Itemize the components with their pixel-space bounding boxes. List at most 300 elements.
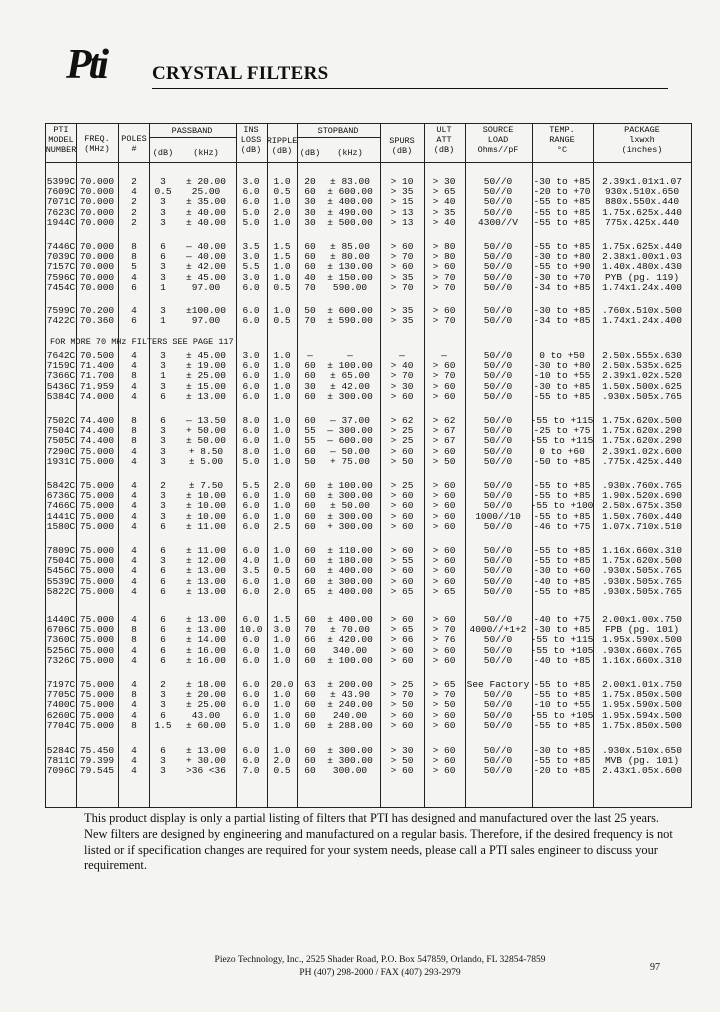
cell-sb-db: 60	[304, 709, 316, 721]
cell-ult-att: > 60	[432, 755, 456, 767]
cell-model: 1944C	[46, 216, 76, 228]
cell-spurs: > 70	[390, 281, 414, 293]
cell-spurs: > 60	[390, 390, 414, 402]
cell-temp-range: -55 to +85	[533, 510, 591, 522]
header-ripple: RIPPLE (dB)	[266, 136, 298, 156]
header-passband-db: (dB)	[152, 148, 174, 158]
cell-ins-loss: 3.5	[242, 241, 260, 252]
cell-pb-khz: >36 <36	[186, 765, 226, 777]
cell-ripple: 1.0	[273, 425, 291, 437]
cell-sb-db: 63	[304, 679, 316, 690]
cell-ins-loss: 6.0	[242, 545, 260, 556]
cell-poles: 4	[131, 755, 137, 767]
cell-pb-khz: ± 5.00	[188, 455, 224, 467]
cell-pb-khz: ± 13.00	[186, 565, 226, 577]
cell-spurs: > 60	[390, 575, 414, 587]
cell-model: 1440C	[46, 614, 76, 625]
cell-poles: 4	[131, 644, 137, 656]
cell-ripple: 0.5	[273, 281, 291, 293]
cell-temp-range: -55 to +85	[533, 196, 591, 208]
cell-ult-att: > 60	[432, 500, 456, 512]
cell-sb-db: 60	[304, 251, 316, 263]
cell-ult-att: > 50	[432, 455, 456, 467]
header-passband-khz: (kHz)	[193, 148, 219, 158]
cell-poles: 8	[131, 634, 137, 646]
cell-freq: 75.000	[79, 565, 115, 577]
cell-poles: 8	[131, 415, 137, 426]
cell-pb-db: 1.5	[154, 719, 172, 731]
cell-source-load: 50//0	[483, 415, 513, 426]
header-package: PACKAGE lxwxh (inches)	[621, 125, 663, 155]
cell-package: 2.39x1.01x1.07	[602, 176, 682, 187]
cell-temp-range: -25 to +75	[533, 425, 591, 437]
cell-model: 7466C	[46, 500, 76, 512]
cell-poles: 4	[131, 709, 137, 721]
cell-freq: 70.000	[79, 281, 115, 293]
cell-package: 1.75x.850x.500	[602, 719, 682, 731]
cell-temp-range: -55 to +90	[533, 261, 591, 273]
cell-model: 7704C	[46, 719, 76, 731]
cell-pb-khz: ± 45.00	[186, 350, 226, 361]
cell-model: 7096C	[46, 765, 76, 777]
cell-poles: 4	[131, 585, 137, 597]
cell-sb-khz: 590.00	[332, 281, 368, 293]
cell-package: 930x.510x.650	[604, 186, 680, 198]
cell-pb-db: 2	[160, 480, 166, 491]
cell-ripple: 0.5	[273, 765, 291, 777]
cell-sb-khz: ± 500.00	[327, 216, 373, 228]
cell-ripple: 1.0	[273, 719, 291, 731]
cell-freq: 75.000	[79, 545, 115, 556]
column-divider	[267, 124, 268, 807]
cell-sb-db: 60	[304, 689, 316, 701]
cell-pb-khz: + 30.00	[186, 755, 226, 767]
cell-spurs: > 60	[390, 654, 414, 666]
cell-ult-att: > 60	[432, 480, 456, 491]
cell-sb-khz: ± 490.00	[327, 206, 373, 218]
cell-temp-range: -34 to +85	[533, 281, 591, 293]
cell-pb-db: 6	[160, 644, 166, 656]
cell-source-load: 50//0	[483, 315, 513, 327]
cell-poles: 4	[131, 305, 137, 316]
cell-sb-khz: ± 100.00	[327, 654, 373, 666]
cell-spurs: > 60	[390, 490, 414, 502]
cell-freq: 75.000	[79, 490, 115, 502]
cell-poles: 6	[131, 281, 137, 293]
cell-sb-khz: ± 300.00	[327, 510, 373, 522]
cell-freq: 75.000	[79, 585, 115, 597]
cell-ult-att: > 67	[432, 425, 456, 437]
cell-ins-loss: 5.0	[242, 206, 260, 218]
column-divider	[297, 124, 298, 807]
cell-temp-range: -55 to +100	[530, 500, 594, 512]
cell-temp-range: -55 to +85	[533, 545, 591, 556]
cell-source-load: 50//0	[483, 455, 513, 467]
cell-spurs: > 70	[390, 689, 414, 701]
cell-source-load: 50//0	[483, 719, 513, 731]
column-divider	[465, 124, 466, 807]
cell-ripple: 2.5	[273, 520, 291, 532]
cell-pb-khz: 25.00	[191, 186, 221, 198]
cell-freq: 70.000	[79, 241, 115, 252]
cell-sb-khz: ± 400.00	[327, 614, 373, 625]
cell-pb-db: 6	[160, 241, 166, 252]
cell-sb-db: 30	[304, 206, 316, 218]
cell-sb-db: 60	[304, 370, 316, 382]
cell-pb-db: 6	[160, 585, 166, 597]
cell-ult-att: > 60	[432, 565, 456, 577]
cell-poles: 4	[131, 765, 137, 777]
cell-sb-khz: ± 200.00	[327, 679, 373, 690]
page-number: 97	[650, 962, 660, 973]
cell-ripple: 1.0	[273, 455, 291, 467]
cell-sb-khz: ± 50.00	[330, 500, 370, 512]
cell-ins-loss: 3.0	[242, 251, 260, 263]
cell-spurs: > 70	[390, 370, 414, 382]
cell-sb-khz: ± 43.90	[330, 689, 370, 701]
cell-ult-att: > 60	[432, 390, 456, 402]
cell-spurs: > 25	[390, 425, 414, 437]
cell-pb-db: 3	[160, 455, 166, 467]
cell-model: 6706C	[46, 624, 76, 636]
cell-pb-db: 3	[160, 360, 166, 372]
cell-temp-range: -55 to +85	[533, 206, 591, 218]
cell-freq: 79.399	[79, 755, 115, 767]
title-rule	[152, 88, 668, 89]
cell-ult-att: > 60	[432, 545, 456, 556]
cell-sb-khz: — 600.00	[327, 435, 373, 447]
cell-spurs: > 50	[390, 455, 414, 467]
cell-ult-att: > 70	[432, 271, 456, 283]
cell-package: 2.00x1.00x.750	[602, 614, 682, 625]
cell-temp-range: -30 to +70	[533, 271, 591, 283]
cell-model: 5256C	[46, 644, 76, 656]
cell-ripple: 1.0	[273, 390, 291, 402]
cell-ins-loss: 6.0	[242, 510, 260, 522]
cell-poles: 4	[131, 510, 137, 522]
cell-ins-loss: 6.0	[242, 634, 260, 646]
cell-source-load: 50//0	[483, 765, 513, 777]
cell-ripple: 1.0	[273, 196, 291, 208]
passband-subrule	[149, 137, 236, 138]
cell-freq: 70.000	[79, 186, 115, 198]
cell-temp-range: -30 to +80	[533, 360, 591, 372]
header-model: PTI MODEL NUMBER	[45, 125, 77, 155]
cell-ins-loss: 6.0	[242, 614, 260, 625]
header-temp-range: TEMP. RANGE °C	[549, 125, 575, 155]
cell-ult-att: > 60	[432, 719, 456, 731]
cell-pb-khz: ± 16.00	[186, 654, 226, 666]
cell-sb-khz: — 50.00	[330, 445, 370, 457]
cell-package: .930x.760x.765	[602, 480, 682, 491]
cell-pb-db: 6	[160, 520, 166, 532]
cell-ripple: 1.0	[273, 510, 291, 522]
column-divider	[593, 124, 594, 807]
cell-spurs: > 55	[390, 555, 414, 567]
table-note: FOR MORE 70 MHz FILTERS SEE PAGE 117	[50, 337, 234, 347]
cell-source-load: 50//0	[483, 520, 513, 532]
cell-ripple: 2.0	[273, 585, 291, 597]
cell-sb-khz: ± 80.00	[330, 251, 370, 263]
cell-ult-att: > 65	[432, 186, 456, 198]
cell-package: 1.16x.660x.310	[602, 654, 682, 666]
cell-poles: 4	[131, 380, 137, 392]
cell-freq: 75.000	[79, 555, 115, 567]
cell-pb-khz: ± 25.00	[186, 370, 226, 382]
cell-pb-khz: ± 13.00	[186, 624, 226, 636]
cell-sb-db: 60	[304, 490, 316, 502]
cell-ripple: 1.0	[273, 555, 291, 567]
cell-package: 1.50x.760x.440	[602, 510, 682, 522]
column-divider	[149, 124, 150, 807]
cell-pb-khz: ± 16.00	[186, 644, 226, 656]
cell-ins-loss: 5.0	[242, 719, 260, 731]
cell-spurs: > 60	[390, 545, 414, 556]
cell-ripple: 20.0	[270, 679, 294, 690]
cell-ripple: 0.5	[273, 565, 291, 577]
cell-ult-att: > 62	[432, 415, 456, 426]
cell-sb-db: 60	[304, 745, 316, 756]
cell-model: 7422C	[46, 315, 76, 327]
cell-pb-khz: ± 42.00	[186, 261, 226, 273]
cell-sb-db: 20	[304, 176, 316, 187]
cell-pb-db: 6	[160, 634, 166, 646]
cell-pb-db: 3	[160, 490, 166, 502]
cell-spurs: > 65	[390, 585, 414, 597]
cell-model: 7623C	[46, 206, 76, 218]
cell-model: 7599C	[46, 305, 76, 316]
cell-temp-range: -30 to +85	[533, 745, 591, 756]
cell-ins-loss: 6.0	[242, 679, 260, 690]
cell-pb-db: 3	[160, 350, 166, 361]
cell-source-load: 50//0	[483, 689, 513, 701]
cell-freq: 71.400	[79, 360, 115, 372]
cell-spurs: > 60	[390, 520, 414, 532]
cell-pb-db: 3	[160, 689, 166, 701]
cell-sb-khz: 240.00	[332, 709, 368, 721]
cell-package: 1.74x1.24x.400	[602, 281, 682, 293]
cell-sb-khz: ± 110.00	[327, 545, 373, 556]
cell-pb-khz: ± 13.00	[186, 390, 226, 402]
cell-pb-khz: ± 25.00	[186, 699, 226, 711]
cell-pb-khz: ± 50.00	[186, 435, 226, 447]
header-freq: FREQ. (MHz)	[84, 134, 110, 154]
cell-spurs: > 60	[390, 765, 414, 777]
cell-pb-db: 3	[160, 425, 166, 437]
cell-spurs: > 35	[390, 186, 414, 198]
cell-ins-loss: 5.5	[242, 261, 260, 273]
cell-package: .930x.505x.765	[602, 575, 682, 587]
cell-poles: 4	[131, 500, 137, 512]
cell-package: 1.95x.590x.500	[602, 699, 682, 711]
cell-source-load: 50//0	[483, 755, 513, 767]
cell-spurs: > 65	[390, 624, 414, 636]
cell-pb-db: 1	[160, 370, 166, 382]
cell-pb-khz: ± 13.00	[186, 575, 226, 587]
cell-temp-range: -55 to +85	[533, 390, 591, 402]
cell-model: 7159C	[46, 360, 76, 372]
cell-source-load: 50//0	[483, 644, 513, 656]
cell-spurs: > 25	[390, 480, 414, 491]
cell-package: 2.50x.555x.630	[602, 350, 682, 361]
cell-freq: 70.000	[79, 206, 115, 218]
cell-source-load: 50//0	[483, 271, 513, 283]
header-ult-att: ULT ATT (dB)	[433, 125, 455, 155]
cell-sb-khz: 340.00	[332, 644, 368, 656]
cell-spurs: > 13	[390, 216, 414, 228]
cell-model: 5539C	[46, 575, 76, 587]
cell-model: 5399C	[46, 176, 76, 187]
cell-pb-db: 3	[160, 216, 166, 228]
cell-freq: 70.000	[79, 251, 115, 263]
cell-poles: 4	[131, 350, 137, 361]
cell-package: .775x.425x.440	[602, 455, 682, 467]
cell-pb-db: 6	[160, 614, 166, 625]
cell-pb-khz: ± 11.00	[186, 545, 226, 556]
cell-temp-range: -40 to +85	[533, 654, 591, 666]
column-divider	[118, 124, 119, 807]
cell-sb-khz: ± 240.00	[327, 699, 373, 711]
cell-sb-khz: 300.00	[332, 765, 368, 777]
cell-freq: 74.400	[79, 435, 115, 447]
cell-pb-khz: ± 13.00	[186, 614, 226, 625]
cell-sb-db: 60	[304, 765, 316, 777]
cell-pb-db: 6	[160, 390, 166, 402]
header-stopband: STOPBAND	[317, 126, 359, 136]
cell-ult-att: > 67	[432, 435, 456, 447]
cell-pb-khz: ± 19.00	[186, 360, 226, 372]
cell-package: 1.74x1.24x.400	[602, 315, 682, 327]
cell-poles: 4	[131, 520, 137, 532]
cell-pb-db: 3	[160, 699, 166, 711]
cell-sb-db: 60	[304, 186, 316, 198]
cell-temp-range: -55 to +85	[533, 689, 591, 701]
cell-ripple: 2.0	[273, 755, 291, 767]
cell-model: 5436C	[46, 380, 76, 392]
cell-pb-khz: ± 40.00	[186, 216, 226, 228]
cell-spurs: > 60	[390, 709, 414, 721]
cell-pb-db: 3	[160, 261, 166, 273]
cell-poles: 8	[131, 624, 137, 636]
cell-model: 7290C	[46, 445, 76, 457]
cell-spurs: > 13	[390, 206, 414, 218]
cell-package: 2.00x1.01x.750	[602, 679, 682, 690]
cell-source-load: 50//0	[483, 350, 513, 361]
cell-package: 1.95x.590x.500	[602, 634, 682, 646]
cell-freq: 75.000	[79, 634, 115, 646]
cell-ripple: 1.5	[273, 251, 291, 263]
cell-package: .930x.505x.765	[602, 390, 682, 402]
cell-sb-db: 60	[304, 261, 316, 273]
cell-temp-range: -40 to +75	[533, 614, 591, 625]
cell-poles: 4	[131, 490, 137, 502]
pti-logo: Pti	[66, 42, 106, 88]
cell-ripple: 2.0	[273, 480, 291, 491]
cell-model: 7811C	[46, 755, 76, 767]
cell-sb-khz: — 37.00	[330, 415, 370, 426]
cell-temp-range: -55 to +115	[530, 634, 594, 646]
cell-ins-loss: 6.0	[242, 196, 260, 208]
cell-ult-att: > 40	[432, 216, 456, 228]
cell-pb-db: 0.5	[154, 186, 172, 198]
cell-freq: 70.000	[79, 261, 115, 273]
cell-ripple: 2.0	[273, 206, 291, 218]
cell-ripple: 1.5	[273, 614, 291, 625]
cell-sb-db: 50	[304, 455, 316, 467]
cell-model: 7197C	[46, 679, 76, 690]
cell-poles: 4	[131, 445, 137, 457]
filter-table	[45, 123, 692, 808]
cell-temp-range: -55 to +85	[533, 555, 591, 567]
cell-ins-loss: 6.0	[242, 755, 260, 767]
cell-spurs: > 70	[390, 251, 414, 263]
cell-freq: 79.545	[79, 765, 115, 777]
cell-package: .930x.510x.650	[602, 745, 682, 756]
cell-source-load: 50//0	[483, 545, 513, 556]
cell-spurs: > 62	[390, 415, 414, 426]
cell-freq: 75.000	[79, 500, 115, 512]
cell-ripple: 1.0	[273, 644, 291, 656]
cell-poles: 4	[131, 565, 137, 577]
cell-temp-range: -20 to +85	[533, 765, 591, 777]
cell-poles: 4	[131, 575, 137, 587]
cell-sb-khz: — 300.00	[327, 425, 373, 437]
cell-ult-att: > 70	[432, 315, 456, 327]
cell-poles: 8	[131, 251, 137, 263]
cell-source-load: 50//0	[483, 480, 513, 491]
column-divider	[76, 124, 77, 807]
cell-pb-db: 1	[160, 315, 166, 327]
cell-pb-db: 3	[160, 271, 166, 283]
cell-freq: 75.000	[79, 679, 115, 690]
cell-ins-loss: 3.0	[242, 271, 260, 283]
cell-temp-range: -55 to +105	[530, 709, 594, 721]
cell-ripple: 1.5	[273, 241, 291, 252]
cell-ult-att: > 60	[432, 555, 456, 567]
cell-ins-loss: 5.0	[242, 455, 260, 467]
cell-poles: 5	[131, 261, 137, 273]
column-divider	[380, 124, 381, 807]
cell-ripple: 1.0	[273, 370, 291, 382]
cell-ins-loss: 6.0	[242, 709, 260, 721]
cell-pb-khz: ± 10.00	[186, 490, 226, 502]
cell-ult-att: > 60	[432, 261, 456, 273]
cell-spurs: > 60	[390, 510, 414, 522]
cell-ins-loss: 6.0	[242, 380, 260, 392]
cell-ins-loss: 10.0	[239, 624, 263, 636]
cell-package: FPB (pg. 101)	[604, 624, 680, 636]
cell-poles: 2	[131, 176, 137, 187]
cell-temp-range: -10 to +55	[533, 699, 591, 711]
cell-temp-range: -55 to +115	[530, 415, 594, 426]
cell-pb-khz: ± 12.00	[186, 555, 226, 567]
cell-ins-loss: 4.0	[242, 555, 260, 567]
cell-spurs: > 66	[390, 634, 414, 646]
cell-ripple: 1.0	[273, 699, 291, 711]
cell-poles: 4	[131, 271, 137, 283]
cell-pb-khz: ± 60.00	[186, 719, 226, 731]
cell-source-load: 4000//+1+2	[469, 624, 527, 636]
cell-package: 880x.550x.440	[604, 196, 680, 208]
cell-poles: 8	[131, 719, 137, 731]
cell-poles: 4	[131, 390, 137, 402]
cell-source-load: 50//0	[483, 585, 513, 597]
cell-ult-att: > 60	[432, 765, 456, 777]
cell-sb-khz: ± 400.00	[327, 196, 373, 208]
cell-sb-khz: ± 300.00	[327, 755, 373, 767]
cell-ripple: 1.0	[273, 445, 291, 457]
cell-pb-khz: 97.00	[191, 281, 221, 293]
